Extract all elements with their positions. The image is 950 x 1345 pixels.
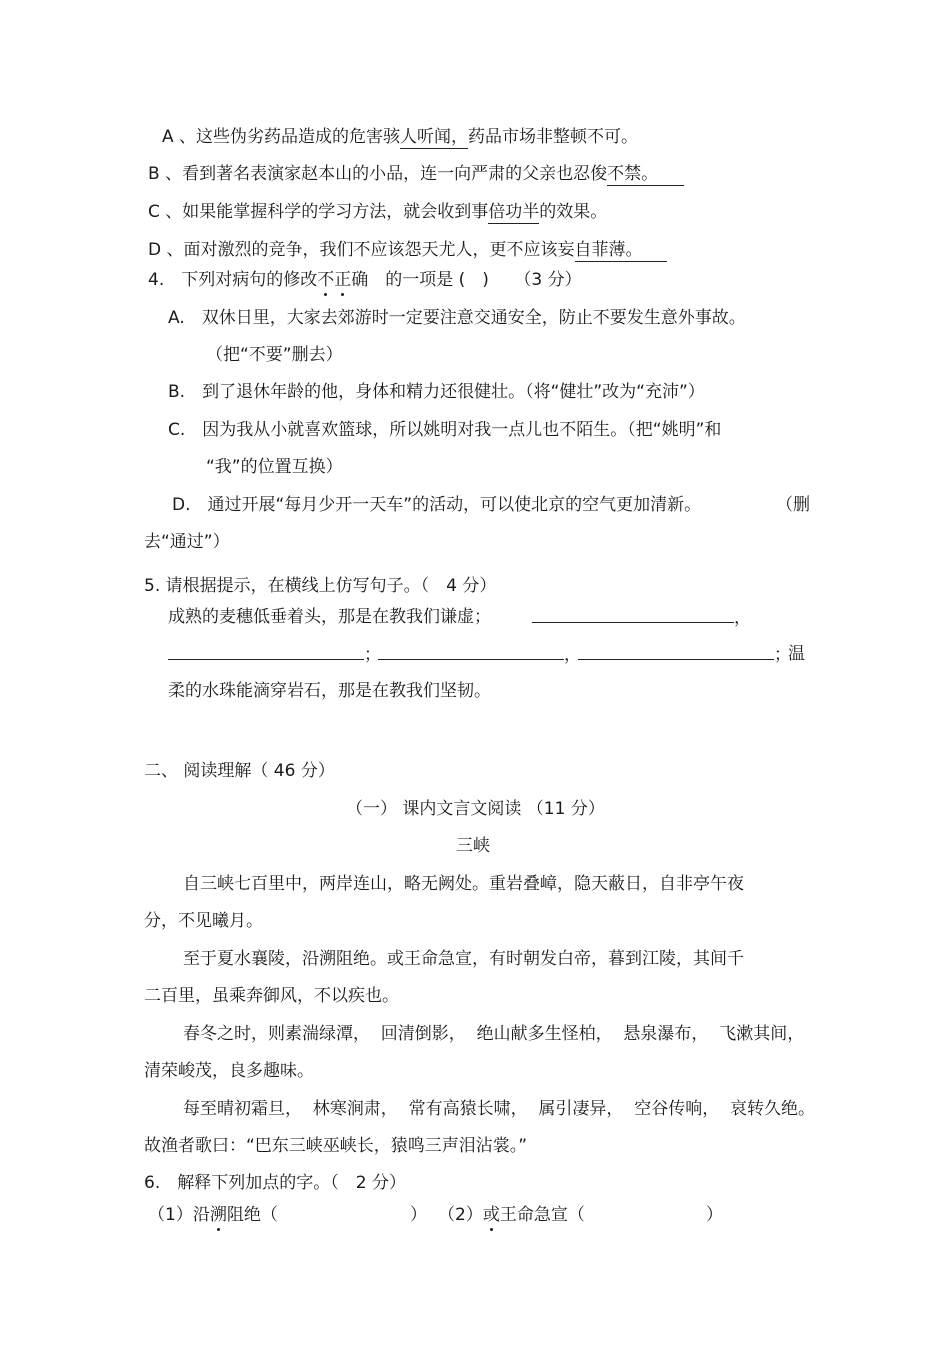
q5-blank-line-4[interactable] <box>578 643 774 660</box>
q3-b-underlined: 不禁。 <box>607 163 684 186</box>
q5-line1: 成熟的麦穗低垂着头，那是在教我们谦虚； <box>168 607 491 627</box>
q6-stem: 6. 解释下列加点的字。（ 2 分） <box>144 1173 406 1193</box>
q4-dotted-char-1: 不 <box>317 270 335 290</box>
q6-item-1-close: ） <box>410 1205 427 1225</box>
q3-option-d: D 、面对激烈的竞争，我们不应该怨天尤人，更不应该妄自菲薄。 <box>148 239 667 262</box>
q5-blank-1[interactable]: ， <box>532 606 751 629</box>
q5-blank-2[interactable]: ； <box>168 643 381 666</box>
passage-p4-line2: 故渔者歌曰：“巴东三峡巫峡长，猿鸣三声泪沾裳。” <box>144 1136 528 1156</box>
q5-blank-4[interactable]: ； <box>578 643 791 666</box>
passage-p1-line1: 自三峡七百里中，两岸连山，略无阙处。重岩叠嶂，隐天蔽日，自非亭午夜 <box>183 874 744 894</box>
passage-p2-line1: 至于夏水襄陵，沿溯阻绝。或王命急宣，有时朝发白帝，暮到江陵，其间千 <box>183 949 744 969</box>
q4-stem: 4. 下列对病句的修改不正确 的一项是 ( ) （3 分） <box>148 270 582 290</box>
passage-title: 三峡 <box>456 836 490 856</box>
q4-option-a-line2: （把“不要”删去） <box>206 345 343 365</box>
q5-stem: 5. 请根据提示，在横线上仿写句子。（ 4 分） <box>144 576 497 596</box>
section-2-subtitle: （一） 课内文言文阅读 （11 分） <box>346 799 605 819</box>
q3-option-a: A 、这些伪劣药品造成的危害骇人听闻，药品市场非整顿不可。 <box>162 127 639 147</box>
passage-p3-line1: 春冬之时，则素湍绿潭， 回清倒影， 绝山献多生怪柏， 悬泉瀑布， 飞漱其间， <box>183 1024 805 1044</box>
q4-option-d-line1: D. 通过开展“每月少开一天车”的活动，可以使北京的空气更加清新。 <box>172 495 702 515</box>
q5-line3: 柔的水珠能滴穿岩石，那是在教我们坚韧。 <box>168 681 491 701</box>
passage-p3-line2: 清荣峻茂，良多趣味。 <box>144 1061 314 1081</box>
q5-blank-line-3[interactable] <box>378 643 564 660</box>
q5-blank-3[interactable]: ， <box>378 643 581 666</box>
passage-p2-line2: 二百里，虽乘奔御风，不以疾也。 <box>144 986 399 1006</box>
q6-item-2: （2）或王命急宣（ <box>438 1205 585 1225</box>
section-2-title: 二、 阅读理解（ 46 分） <box>144 761 335 781</box>
passage-p4-line1: 每至晴初霜旦， 林寒涧肃， 常有高猿长啸， 属引凄异， 空谷传响， 哀转久绝。 <box>183 1099 816 1119</box>
q4-dotted-char-2: 正 <box>334 270 352 290</box>
q6-item-2-dotted-char: 或 <box>482 1205 500 1225</box>
q3-option-b: B 、看到著名表演家赵本山的小品，连一向严肃的父亲也忍俊不禁。 <box>148 163 684 186</box>
q4-option-d-line2: 去“通过”） <box>144 532 230 552</box>
q4-option-d-line1-tail: （删 <box>776 495 810 515</box>
q4-option-b: B. 到了退休年龄的他，身体和精力还很健壮。（将“健壮”改为“充沛”） <box>168 382 705 402</box>
q4-option-c-line1: C. 因为我从小就喜欢篮球，所以姚明对我一点儿也不陌生。（把“姚明”和 <box>168 420 722 440</box>
q4-option-c-line2: “我”的位置互换） <box>206 457 343 477</box>
passage-p1-line2: 分，不见曦月。 <box>144 911 263 931</box>
q5-blank-line-2[interactable] <box>168 643 364 660</box>
q6-item-2-close: ） <box>706 1205 723 1225</box>
q3-option-c: C 、如果能掌握科学的学习方法，就会收到事倍功半的效果。 <box>148 202 608 222</box>
q5-line2-tail: 温 <box>788 644 805 664</box>
q3-d-underlined: 自菲薄。 <box>575 239 667 262</box>
q3-c-underlined: 倍功半 <box>488 202 540 222</box>
q6-item-1-dotted-char: 溯 <box>209 1205 227 1225</box>
q4-option-a-line1: A. 双休日里，大家去郊游时一定要注意交通安全，防止不要发生意外事故。 <box>168 308 746 328</box>
q3-a-underlined: 人听闻， <box>400 127 469 147</box>
q5-blank-line-1[interactable] <box>532 606 734 623</box>
q6-item-1: （1）沿溯阻绝（ <box>148 1205 278 1225</box>
